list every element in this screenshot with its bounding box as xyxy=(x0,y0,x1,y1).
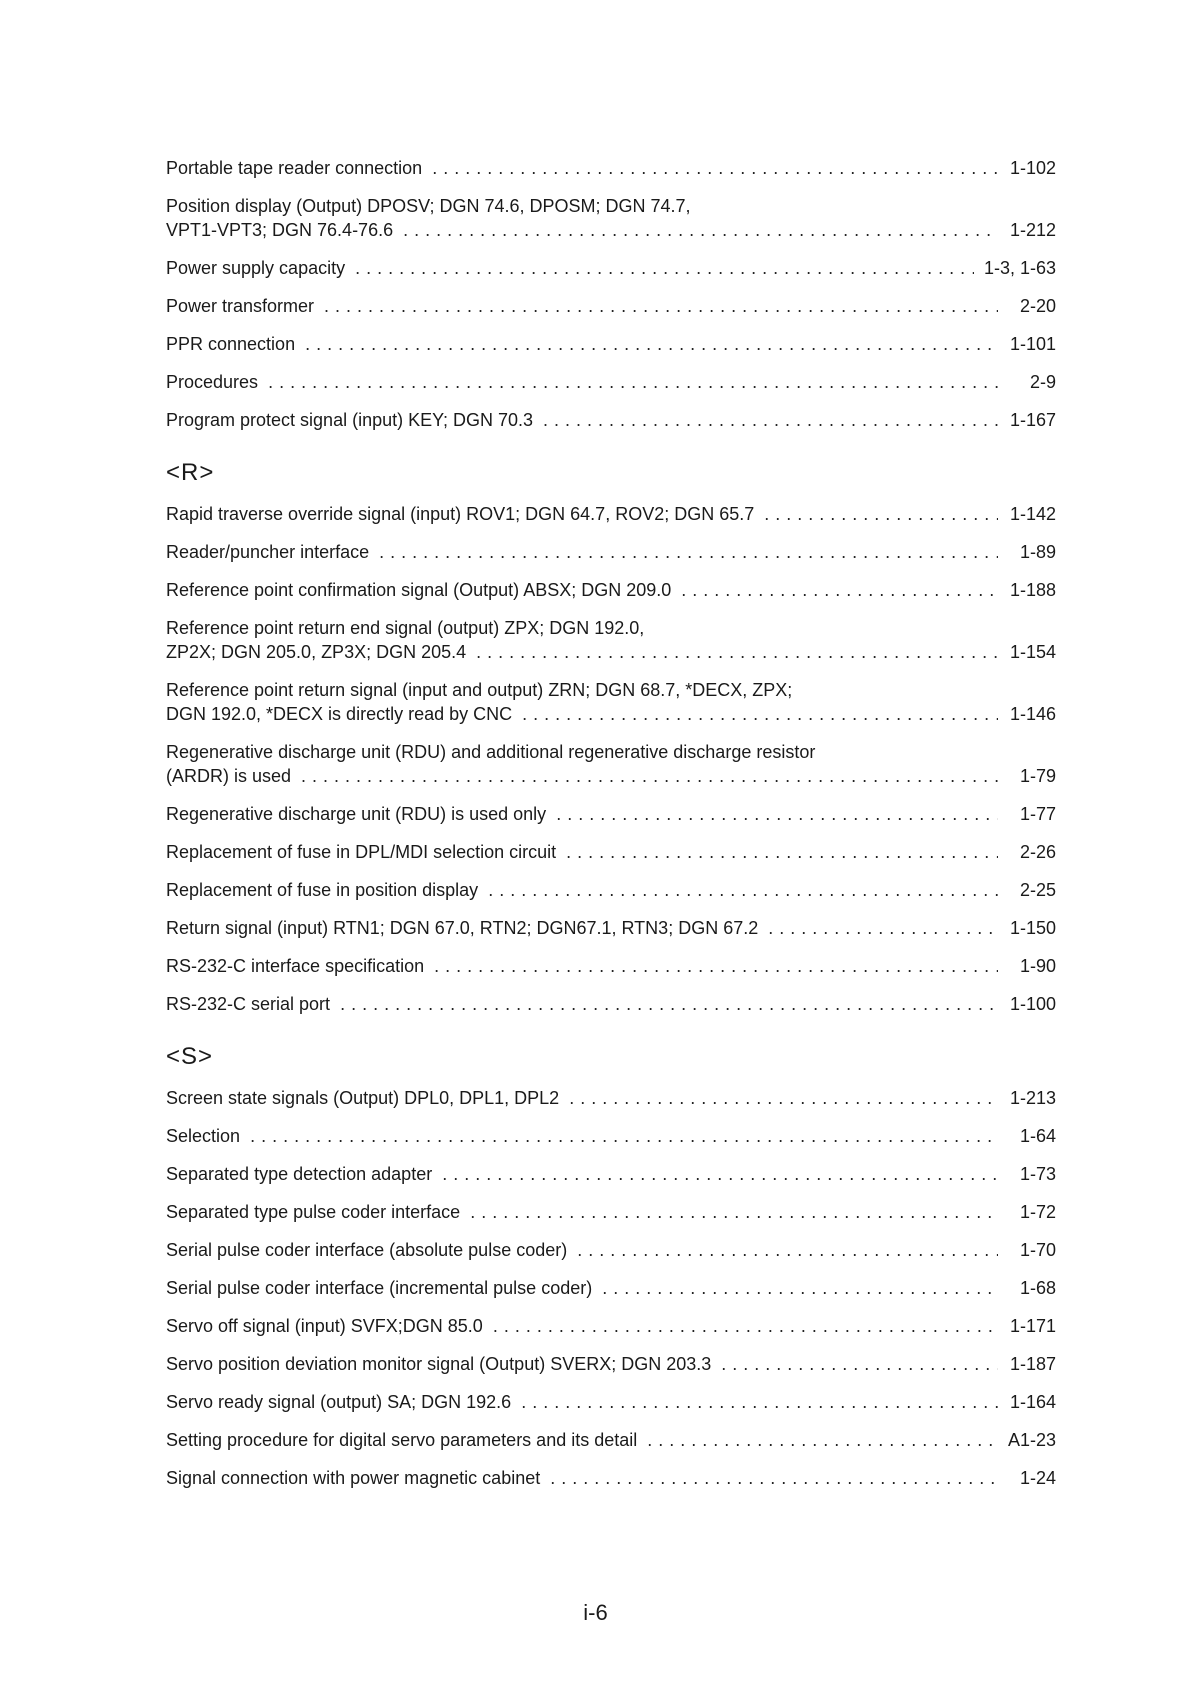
entry-line xyxy=(166,1238,1056,1262)
entry-line xyxy=(166,1352,1056,1376)
entry-page-ref: 1-3, 1-63 xyxy=(983,258,1056,278)
entry-page-ref: 1-90 xyxy=(1019,956,1056,976)
index-entry xyxy=(166,1086,1056,1110)
section-heading-r: <R> xyxy=(166,459,215,486)
index-entry xyxy=(166,332,1056,356)
entry-line xyxy=(166,802,1056,826)
entry-title: Power transformer xyxy=(166,296,315,316)
dot-leader xyxy=(442,1162,998,1186)
entry-page-ref: 2-25 xyxy=(1019,880,1056,900)
dot-leader xyxy=(521,1390,998,1414)
entry-title: Serial pulse coder interface (incremental pulse coder) xyxy=(166,1278,593,1298)
entry-line xyxy=(166,502,1056,526)
entry-page-ref: 1-187 xyxy=(1009,1354,1056,1374)
entry-page-ref: 1-142 xyxy=(1009,504,1056,524)
dot-leader xyxy=(301,764,998,788)
entry-line xyxy=(166,1162,1056,1186)
index-entry xyxy=(166,616,1056,664)
section-heading-s: <S> xyxy=(166,1043,214,1070)
index-entry xyxy=(166,194,1056,242)
entry-page-ref: 1-188 xyxy=(1009,580,1056,600)
entry-line xyxy=(166,408,1056,432)
dot-leader xyxy=(602,1276,998,1300)
entry-line xyxy=(166,702,1056,726)
index-entry xyxy=(166,954,1056,978)
entry-page-ref: 1-101 xyxy=(1009,334,1056,354)
index-list xyxy=(166,156,1056,1504)
index-entry xyxy=(166,992,1056,1016)
entry-page-ref: 1-73 xyxy=(1019,1164,1056,1184)
entry-line xyxy=(166,1390,1056,1414)
entry-page-ref: 1-146 xyxy=(1009,704,1056,724)
index-entry xyxy=(166,294,1056,318)
dot-leader xyxy=(550,1466,998,1490)
entry-page-ref: 1-64 xyxy=(1019,1126,1056,1146)
entry-page-ref: 2-20 xyxy=(1019,296,1056,316)
dot-leader xyxy=(250,1124,998,1148)
dot-leader xyxy=(768,916,998,940)
dot-leader xyxy=(721,1352,998,1376)
entry-title: Servo ready signal (output) SA; DGN 192.6 xyxy=(166,1392,512,1412)
entry-title: Regenerative discharge unit (RDU) is used only xyxy=(166,804,547,824)
entry-title: Screen state signals (Output) DPL0, DPL1, DPL2 xyxy=(166,1088,560,1108)
index-entry xyxy=(166,1428,1056,1452)
entry-page-ref: 1-154 xyxy=(1009,642,1056,662)
index-entry xyxy=(166,916,1056,940)
entry-title: Separated type detection adapter xyxy=(166,1164,433,1184)
entry-title: Signal connection with power magnetic cabinet xyxy=(166,1468,541,1488)
entry-page-ref: 1-77 xyxy=(1019,804,1056,824)
index-group-p xyxy=(166,156,1056,432)
entry-title: PPR connection xyxy=(166,334,296,354)
index-entry xyxy=(166,1124,1056,1148)
entry-title: Program protect signal (input) KEY; DGN 70.3 xyxy=(166,410,533,430)
index-entry xyxy=(166,1162,1056,1186)
index-entry xyxy=(166,256,1056,280)
entry-page-ref: 1-150 xyxy=(1009,918,1056,938)
entry-line xyxy=(166,992,1056,1016)
index-entry xyxy=(166,840,1056,864)
index-entry xyxy=(166,1466,1056,1490)
dot-leader xyxy=(556,802,998,826)
entry-line xyxy=(166,954,1056,978)
dot-leader xyxy=(764,502,998,526)
dot-leader xyxy=(566,840,998,864)
entry-title: Procedures xyxy=(166,372,259,392)
entry-title: Separated type pulse coder interface xyxy=(166,1202,461,1222)
index-entry xyxy=(166,408,1056,432)
dot-leader xyxy=(577,1238,998,1262)
entry-line xyxy=(166,1200,1056,1224)
index-entry xyxy=(166,370,1056,394)
page-number: i-6 xyxy=(583,1600,608,1625)
entry-line xyxy=(166,764,1056,788)
entry-title: (ARDR) is used xyxy=(166,766,292,786)
entry-line xyxy=(166,370,1056,394)
entry-page-ref: 1-102 xyxy=(1009,158,1056,178)
index-entry xyxy=(166,156,1056,180)
entry-line xyxy=(166,1276,1056,1300)
entry-page-ref: 1-70 xyxy=(1019,1240,1056,1260)
entry-page-ref: 1-24 xyxy=(1019,1468,1056,1488)
entry-title: Reader/puncher interface xyxy=(166,542,370,562)
dot-leader xyxy=(379,540,998,564)
index-entry xyxy=(166,1390,1056,1414)
index-entry xyxy=(166,878,1056,902)
dot-leader xyxy=(324,294,998,318)
entry-title: Servo position deviation monitor signal (Output) SVERX; DGN 203.3 xyxy=(166,1354,712,1374)
entry-title: Rapid traverse override signal (input) ROV1; DGN 64.7, ROV2; DGN 65.7 xyxy=(166,504,755,524)
entry-line xyxy=(166,256,1056,280)
dot-leader xyxy=(434,954,998,978)
dot-leader xyxy=(340,992,998,1016)
entry-line xyxy=(166,1124,1056,1148)
entry-page-ref: 1-167 xyxy=(1009,410,1056,430)
entry-title-line: Reference point return end signal (output) ZPX; DGN 192.0, xyxy=(166,618,645,638)
index-entry xyxy=(166,1238,1056,1262)
entry-title: Return signal (input) RTN1; DGN 67.0, RTN2; DGN67.1, RTN3; DGN 67.2 xyxy=(166,918,759,938)
index-entry xyxy=(166,1276,1056,1300)
dot-leader xyxy=(488,878,998,902)
dot-leader xyxy=(403,218,998,242)
entry-title: Selection xyxy=(166,1126,241,1146)
entry-title-line: Position display (Output) DPOSV; DGN 74.6, DPOSM; DGN 74.7, xyxy=(166,196,691,216)
entry-line xyxy=(166,540,1056,564)
index-entry xyxy=(166,1352,1056,1376)
index-entry xyxy=(166,802,1056,826)
dot-leader xyxy=(476,640,998,664)
index-entry xyxy=(166,678,1056,726)
index-entry xyxy=(166,1200,1056,1224)
entry-line xyxy=(166,1466,1056,1490)
index-entry xyxy=(166,540,1056,564)
entry-title: RS-232-C interface specification xyxy=(166,956,425,976)
entry-title: ZP2X; DGN 205.0, ZP3X; DGN 205.4 xyxy=(166,642,467,662)
dot-leader xyxy=(681,578,998,602)
dot-leader xyxy=(522,702,998,726)
entry-title-line: Reference point return signal (input and output) ZRN; DGN 68.7, *DECX, ZPX; xyxy=(166,680,793,700)
entry-page-ref: 1-68 xyxy=(1019,1278,1056,1298)
dot-leader xyxy=(569,1086,998,1110)
entry-title: Portable tape reader connection xyxy=(166,158,423,178)
entry-title: Setting procedure for digital servo parameters and its detail xyxy=(166,1430,638,1450)
entry-page-ref: 1-72 xyxy=(1019,1202,1056,1222)
entry-page-ref: A1-23 xyxy=(1007,1430,1056,1450)
entry-title-line: Regenerative discharge unit (RDU) and additional regenerative discharge resistor xyxy=(166,742,816,762)
entry-page-ref: 1-164 xyxy=(1009,1392,1056,1412)
entry-line xyxy=(166,156,1056,180)
entry-title: Serial pulse coder interface (absolute pulse coder) xyxy=(166,1240,568,1260)
entry-page-ref: 1-213 xyxy=(1009,1088,1056,1108)
entry-line xyxy=(166,1428,1056,1452)
index-entry xyxy=(166,1314,1056,1338)
entry-page-ref: 1-212 xyxy=(1009,220,1056,240)
entry-page-ref: 1-171 xyxy=(1009,1316,1056,1336)
entry-page-ref: 2-26 xyxy=(1019,842,1056,862)
entry-line xyxy=(166,640,1056,664)
entry-line xyxy=(166,916,1056,940)
index-entry xyxy=(166,578,1056,602)
entry-title: Servo off signal (input) SVFX;DGN 85.0 xyxy=(166,1316,483,1336)
entry-page-ref: 1-100 xyxy=(1009,994,1056,1014)
entry-line xyxy=(166,1314,1056,1338)
entry-line xyxy=(166,840,1056,864)
entry-page-ref: 2-9 xyxy=(1029,372,1056,392)
entry-line xyxy=(166,294,1056,318)
dot-leader xyxy=(305,332,998,356)
dot-leader xyxy=(470,1200,998,1224)
dot-leader xyxy=(432,156,998,180)
entry-title: Power supply capacity xyxy=(166,258,346,278)
entry-page-ref: 1-89 xyxy=(1019,542,1056,562)
entry-line xyxy=(166,218,1056,242)
dot-leader xyxy=(543,408,998,432)
entry-line xyxy=(166,578,1056,602)
entry-title: RS-232-C serial port xyxy=(166,994,331,1014)
entry-title: DGN 192.0, *DECX is directly read by CNC xyxy=(166,704,513,724)
entry-title: Reference point confirmation signal (Output) ABSX; DGN 209.0 xyxy=(166,580,672,600)
dot-leader xyxy=(355,256,974,280)
entry-line xyxy=(166,332,1056,356)
entry-line xyxy=(166,878,1056,902)
index-group-r xyxy=(166,502,1056,1016)
entry-title: VPT1-VPT3; DGN 76.4-76.6 xyxy=(166,220,394,240)
dot-leader xyxy=(493,1314,998,1338)
entry-page-ref: 1-79 xyxy=(1019,766,1056,786)
dot-leader xyxy=(268,370,998,394)
entry-title: Replacement of fuse in position display xyxy=(166,880,479,900)
index-entry xyxy=(166,740,1056,788)
entry-title: Replacement of fuse in DPL/MDI selection circuit xyxy=(166,842,557,862)
dot-leader xyxy=(647,1428,998,1452)
index-entry xyxy=(166,502,1056,526)
index-group-s xyxy=(166,1086,1056,1490)
entry-line xyxy=(166,1086,1056,1110)
